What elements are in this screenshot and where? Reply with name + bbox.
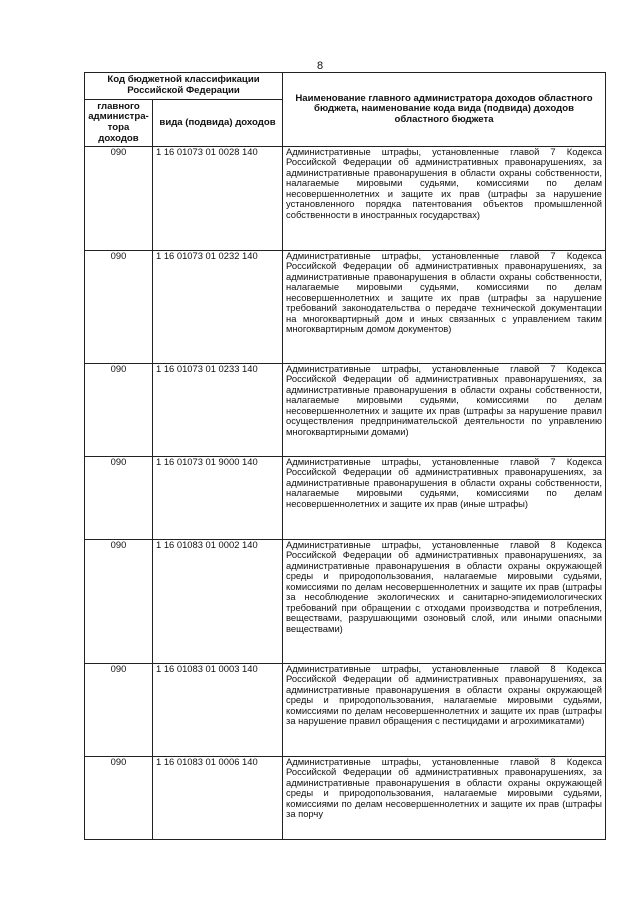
header-type-column: вида (подвида) доходов bbox=[153, 100, 283, 147]
table-body bbox=[85, 147, 606, 840]
revenue-code-cell: 1 16 01073 01 0232 140 bbox=[153, 251, 283, 364]
table-row bbox=[85, 757, 606, 840]
admin-code-cell: 090 bbox=[85, 251, 153, 364]
table-row bbox=[85, 540, 606, 664]
table-row bbox=[85, 457, 606, 540]
revenue-name-cell: Административные штрафы, установленные главой 8 Кодекса Российской Федерации об административных правонарушениях, за административные правонарушения в области охраны окружающей среды и природопользования, налагаемые мировыми судьями, комиссиями по делам несовершеннолетних и защите их прав (штрафы за несоблюдение экологических и санитарно-эпидемиологических требований при обращении с отходами производства и потребления, веществами, разрушающими озоновый слой, или иными опасными веществами) bbox=[283, 540, 606, 664]
table-row bbox=[85, 664, 606, 757]
revenue-name-cell: Административные штрафы, установленные главой 7 Кодекса Российской Федерации об административных правонарушениях, за административные правонарушения в области охраны собственности, налагаемые мировыми судьями, комиссиями по делам несовершеннолетних и защите их прав (штрафы за нарушение установленного порядка патентования объектов промышленной собственности в иностранных государствах) bbox=[283, 147, 606, 251]
admin-code-cell: 090 bbox=[85, 147, 153, 251]
header-admin-column: главного администра-тора доходов bbox=[85, 100, 153, 147]
revenue-name-cell: Административные штрафы, установленные главой 7 Кодекса Российской Федерации об административных правонарушениях, за административные правонарушения в области охраны собственности, налагаемые мировыми судьями, комиссиями по делам несовершеннолетних и защите их прав (штрафы за нарушение правил осуществления предпринимательской деятельности по управлению многоквартирными домами) bbox=[283, 364, 606, 457]
table-row bbox=[85, 147, 606, 251]
budget-classification-table bbox=[84, 72, 606, 840]
admin-code-cell: 090 bbox=[85, 364, 153, 457]
admin-code-cell: 090 bbox=[85, 757, 153, 840]
admin-code-cell: 090 bbox=[85, 664, 153, 757]
admin-code-cell: 090 bbox=[85, 540, 153, 664]
revenue-code-cell: 1 16 01083 01 0002 140 bbox=[153, 540, 283, 664]
table-row bbox=[85, 251, 606, 364]
revenue-name-cell: Административные штрафы, установленные главой 8 Кодекса Российской Федерации об административных правонарушениях, за административные правонарушения в области охраны окружающей среды и природопользования, налагаемые мировыми судьями, комиссиями по делам несовершеннолетних и защите их прав (штрафы за порчу bbox=[283, 757, 606, 840]
page-number: 8 bbox=[316, 60, 324, 72]
header-name-column: Наименование главного администратора доходов областного бюджета, наименование кода вида (подвида) доходов областного бюджета bbox=[283, 73, 606, 147]
revenue-code-cell: 1 16 01073 01 0233 140 bbox=[153, 364, 283, 457]
admin-code-cell: 090 bbox=[85, 457, 153, 540]
revenue-code-cell: 1 16 01083 01 0006 140 bbox=[153, 757, 283, 840]
revenue-code-cell: 1 16 01083 01 0003 140 bbox=[153, 664, 283, 757]
header-group-classification-code: Код бюджетной классификации Российской Федерации bbox=[85, 73, 283, 100]
table-row bbox=[85, 364, 606, 457]
revenue-code-cell: 1 16 01073 01 9000 140 bbox=[153, 457, 283, 540]
revenue-name-cell: Административные штрафы, установленные главой 7 Кодекса Российской Федерации об административных правонарушениях, за административные правонарушения в области охраны собственности, налагаемые мировыми судьями, комиссиями по делам несовершеннолетних и защите их прав (штрафы за нарушение требований законодательства о передаче технической документации на многоквартирный дом и иных связанных с управлением таким многоквартирным домом документов) bbox=[283, 251, 606, 364]
revenue-name-cell: Административные штрафы, установленные главой 7 Кодекса Российской Федерации об административных правонарушениях, за административные правонарушения в области охраны собственности, налагаемые мировыми судьями, комиссиями по делам несовершеннолетних и защите их прав (иные штрафы) bbox=[283, 457, 606, 540]
revenue-name-cell: Административные штрафы, установленные главой 8 Кодекса Российской Федерации об административных правонарушениях, за административные правонарушения в области охраны окружающей среды и природопользования, налагаемые мировыми судьями, комиссиями по делам несовершеннолетних и защите их прав (штрафы за нарушение правил обращения с пестицидами и агрохимикатами) bbox=[283, 664, 606, 757]
revenue-code-cell: 1 16 01073 01 0028 140 bbox=[153, 147, 283, 251]
